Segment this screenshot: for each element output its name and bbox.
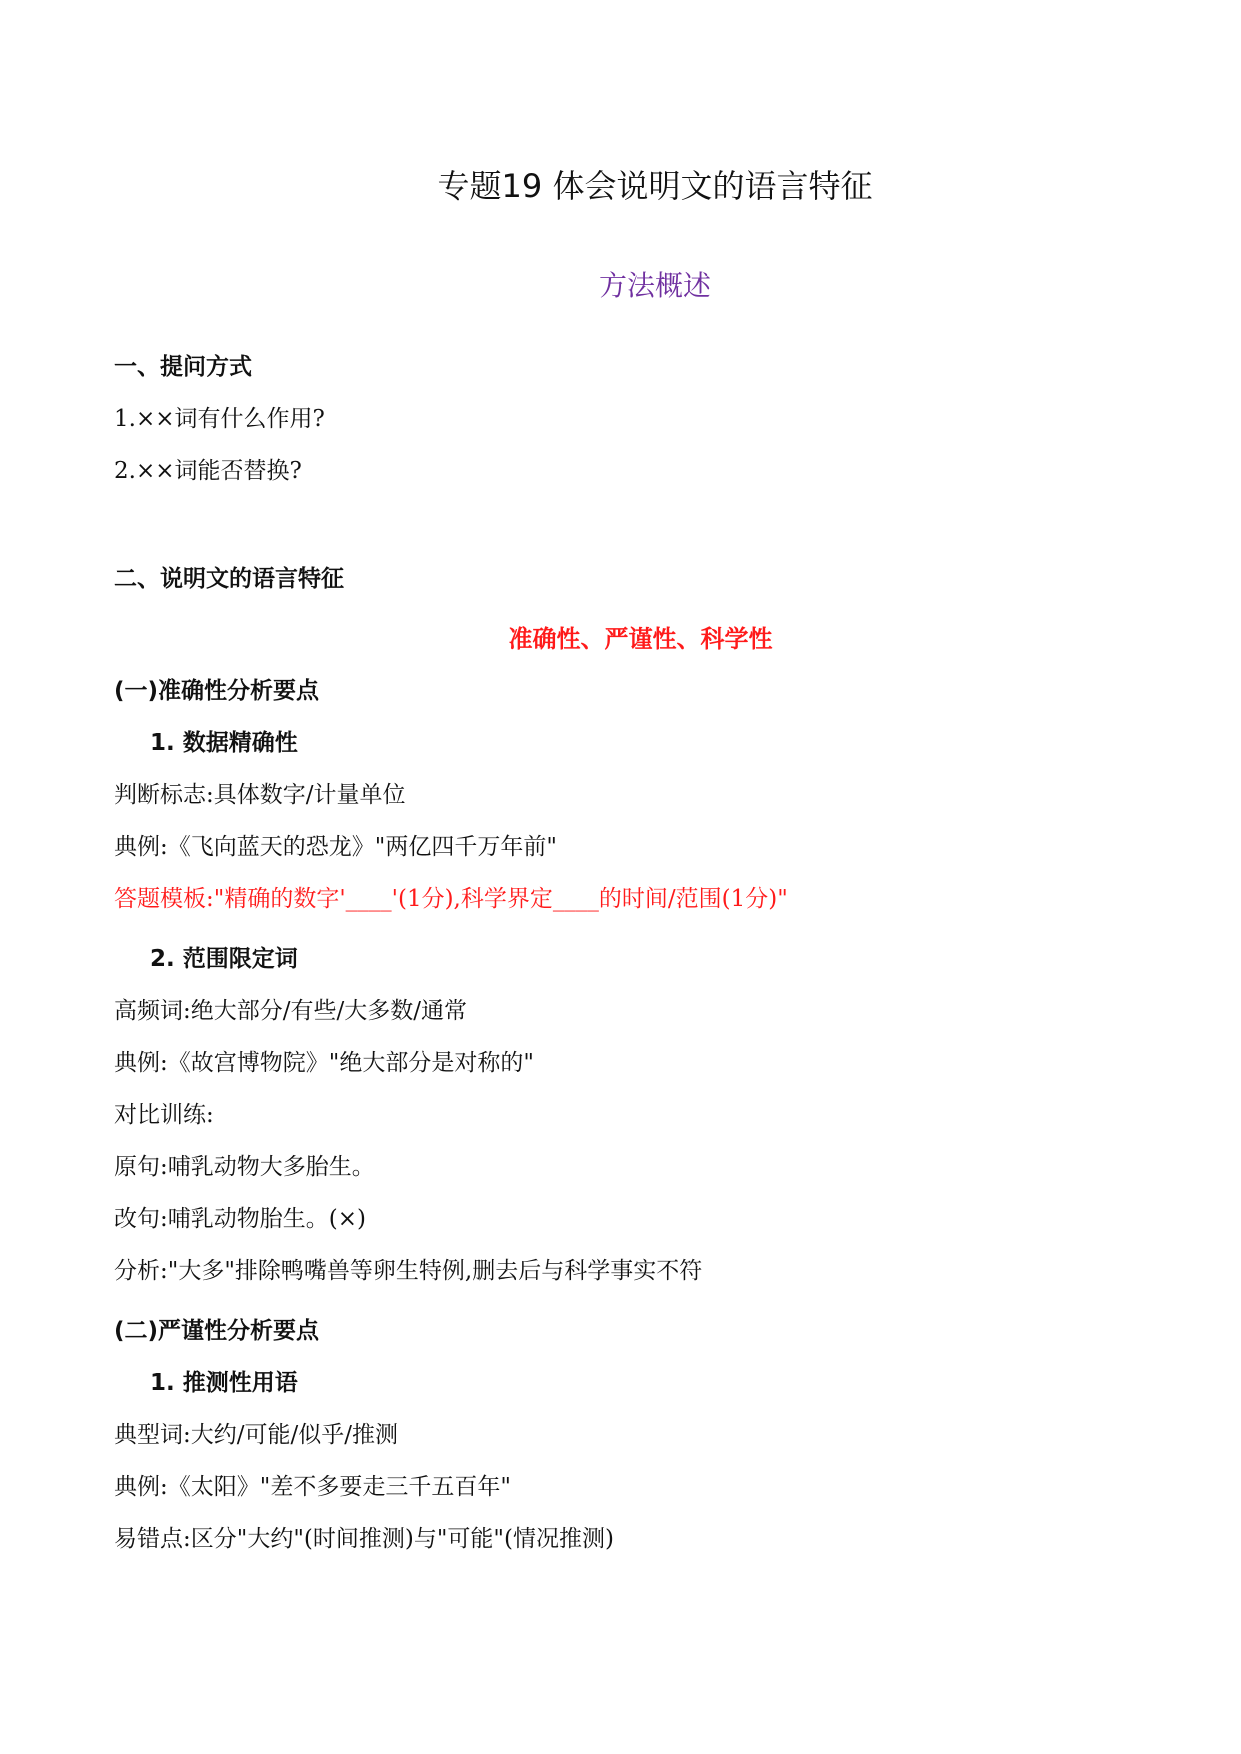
part2-item1-typical: 典型词:大约/可能/似乎/推测 — [114, 1422, 398, 1448]
part2-item1-example: 典例:《太阳》"差不多要走三千五百年" — [114, 1474, 511, 1500]
part1-item2-high-freq: 高频词:绝大部分/有些/大多数/通常 — [114, 998, 467, 1024]
part2-heading: (二)严谨性分析要点 — [114, 1318, 320, 1344]
part2-item1-heading: 1. 推测性用语 — [150, 1370, 298, 1396]
part1-item2-contrast: 对比训练: — [114, 1102, 214, 1128]
part1-item1-example: 典例:《飞向蓝天的恐龙》"两亿四千万年前" — [114, 834, 557, 860]
part1-item2-analysis: 分析:"大多"排除鸭嘴兽等卵生特例,删去后与科学事实不符 — [114, 1258, 703, 1284]
part1-item1-heading: 1. 数据精确性 — [150, 730, 298, 756]
part1-item2-original: 原句:哺乳动物大多胎生。 — [114, 1154, 375, 1180]
question-2: 2.××词能否替换? — [114, 458, 302, 484]
page-subtitle: 方法概述 — [598, 269, 711, 302]
part1-item1-sign: 判断标志:具体数字/计量单位 — [114, 782, 406, 808]
part1-heading: (一)准确性分析要点 — [114, 678, 320, 704]
part1-item1-template: 答题模板:"精确的数字'____'(1分),科学界定____的时间/范围(1分)" — [114, 886, 788, 912]
section1-heading: 一、提问方式 — [114, 354, 252, 380]
part1-item2-example: 典例:《故宫博物院》"绝大部分是对称的" — [114, 1050, 534, 1076]
features-heading: 准确性、严谨性、科学性 — [508, 625, 773, 653]
part2-item1-pitfall: 易错点:区分"大约"(时间推测)与"可能"(情况推测) — [114, 1526, 614, 1552]
part1-item2-modified: 改句:哺乳动物胎生。(×) — [114, 1206, 366, 1232]
page-title: 专题19 体会说明文的语言特征 — [437, 167, 873, 205]
section2-heading: 二、说明文的语言特征 — [114, 566, 344, 592]
question-1: 1.××词有什么作用? — [114, 406, 325, 432]
part1-item2-heading: 2. 范围限定词 — [150, 946, 298, 972]
